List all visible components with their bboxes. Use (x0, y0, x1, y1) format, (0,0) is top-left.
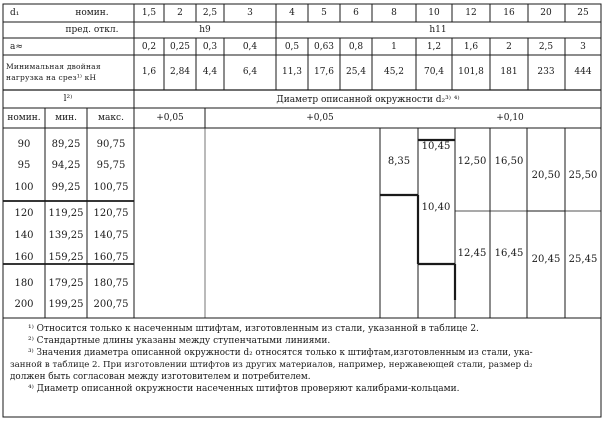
d1-nominal-4: 4 (289, 8, 295, 18)
load-value: 17,6 (313, 67, 335, 77)
d1-nominal-12: 12 (465, 8, 477, 18)
d1-nominal-6: 6 (353, 8, 359, 18)
l-max-200: 200,75 (93, 299, 129, 310)
a-value: 0,25 (169, 42, 191, 52)
d1-symbol: d₁ (10, 8, 20, 18)
l-nom-95: 95 (17, 160, 31, 171)
d2-d16-upper: 16,50 (494, 156, 524, 167)
tolerance-d2-h9: +0,05 (156, 113, 184, 123)
load-value: 70,4 (423, 67, 445, 77)
tolerance-d2-large: +0,10 (496, 113, 524, 123)
a-value: 2 (506, 42, 512, 52)
d2-d8: 8,35 (387, 156, 411, 167)
l-min-140: 139,25 (48, 230, 84, 241)
l-nom-120: 120 (14, 208, 34, 219)
a-value: 0,5 (284, 42, 300, 52)
d1-nominal-8: 8 (391, 8, 397, 18)
d2-d16-lower: 16,45 (494, 248, 524, 259)
l-nom-160: 160 (14, 252, 34, 263)
footnote-3-cont-1: занной в таблице 2. При изготовлении штифтов из других материалов, например, нержавеющей стали, размер d₂ (10, 360, 533, 370)
d2-d10-upper: 10,45 (421, 141, 451, 152)
load-value: 4,4 (202, 67, 218, 77)
l-min-120: 119,25 (48, 208, 84, 219)
load-value: 25,4 (345, 67, 367, 77)
load-value: 11,3 (281, 67, 303, 77)
d1-nominal-1-5: 1,5 (141, 8, 157, 18)
a-value: 1,6 (463, 42, 479, 52)
l-min-100: 99,25 (51, 182, 81, 193)
a-label: a≈ (10, 42, 23, 52)
l-max-180: 180,75 (93, 278, 129, 289)
load-value: 181 (500, 67, 518, 77)
a-value: 1,2 (426, 42, 442, 52)
d1-nominal-25: 25 (577, 8, 589, 18)
l-min-160: 159,25 (48, 252, 84, 263)
d1-nominal-5: 5 (321, 8, 327, 18)
a-value: 0,2 (141, 42, 157, 52)
d1-nominal-16: 16 (503, 8, 515, 18)
tolerance-d2-mid: +0,05 (306, 113, 334, 123)
footnote-4: ⁴⁾ Диаметр описанной окружности насеченных штифтов проверяют калибрами-кольцами. (28, 384, 460, 394)
l-max-100: 100,75 (93, 182, 129, 193)
l-nom-180: 180 (14, 278, 34, 289)
d1-nominal-20: 20 (540, 8, 552, 18)
load-value: 233 (537, 67, 555, 77)
d2-d10-lower: 10,40 (421, 202, 451, 213)
length-label: l²⁾ (63, 94, 73, 104)
load-value: 45,2 (383, 67, 405, 77)
nominal-label: номин. (75, 8, 109, 18)
load-value: 444 (574, 67, 592, 77)
load-label-line2: нагрузка на срез¹⁾ кН (6, 73, 97, 82)
l-min-180: 179,25 (48, 278, 84, 289)
footnote-3: ³⁾ Значения диаметра описанной окружности d₂ относятся только к штифтам,изготовленным из стали, ука- (28, 348, 533, 358)
tolerance-h11: h11 (429, 25, 447, 35)
l-min-header: мин. (55, 113, 77, 123)
a-value: 3 (580, 42, 586, 52)
l-max-160: 160,75 (93, 252, 129, 263)
d2-d25-lower: 25,45 (568, 254, 598, 265)
l-nominal-header: номин. (7, 113, 41, 123)
l-max-header: макс. (98, 113, 124, 123)
l-min-95: 94,25 (51, 160, 81, 171)
load-value: 1,6 (141, 67, 157, 77)
d2-d12-lower: 12,45 (457, 248, 487, 259)
a-value: 0,3 (202, 42, 218, 52)
l-max-120: 120,75 (93, 208, 129, 219)
l-max-95: 95,75 (96, 160, 126, 171)
l-nom-200: 200 (14, 299, 34, 310)
d2-d25-upper: 25,50 (568, 170, 598, 181)
l-nom-90: 90 (17, 139, 31, 150)
footnote-3-cont-2: должен быть согласован между изготовителем и потребителем. (10, 372, 311, 382)
a-value: 2,5 (538, 42, 554, 52)
l-max-90: 90,75 (96, 139, 126, 150)
a-value: 0,63 (313, 42, 335, 52)
d1-nominal-2-5: 2,5 (202, 8, 218, 18)
load-label-line1: Минимальная двойная (6, 62, 101, 71)
deviation-label: пред. откл. (65, 25, 119, 35)
a-value: 0,8 (348, 42, 364, 52)
l-min-200: 199,25 (48, 299, 84, 310)
l-nom-100: 100 (14, 182, 34, 193)
l-max-140: 140,75 (93, 230, 129, 241)
load-value: 101,8 (458, 67, 484, 77)
load-value: 2,84 (169, 67, 191, 77)
diameter-caption: Диаметр описанной окружности d₂³⁾ ⁴⁾ (276, 95, 460, 105)
d2-d20-upper: 20,50 (531, 170, 561, 181)
l-min-90: 89,25 (51, 139, 81, 150)
load-value: 6,4 (242, 67, 258, 77)
footnote-1: ¹⁾ Относится только к насеченным штифтам, изготовленным из стали, указанной в таблице 2. (28, 324, 479, 334)
d1-nominal-10: 10 (428, 8, 440, 18)
l-nom-140: 140 (14, 230, 34, 241)
d1-nominal-3: 3 (247, 8, 253, 18)
a-value: 1 (391, 42, 397, 52)
tolerance-h9: h9 (199, 25, 211, 35)
a-value: 0,4 (242, 42, 258, 52)
d2-d20-lower: 20,45 (531, 254, 561, 265)
d1-nominal-2: 2 (177, 8, 183, 18)
d2-d12-upper: 12,50 (457, 156, 487, 167)
footnote-2: ²⁾ Стандартные длины указаны между ступенчатыми линиями. (28, 336, 331, 346)
